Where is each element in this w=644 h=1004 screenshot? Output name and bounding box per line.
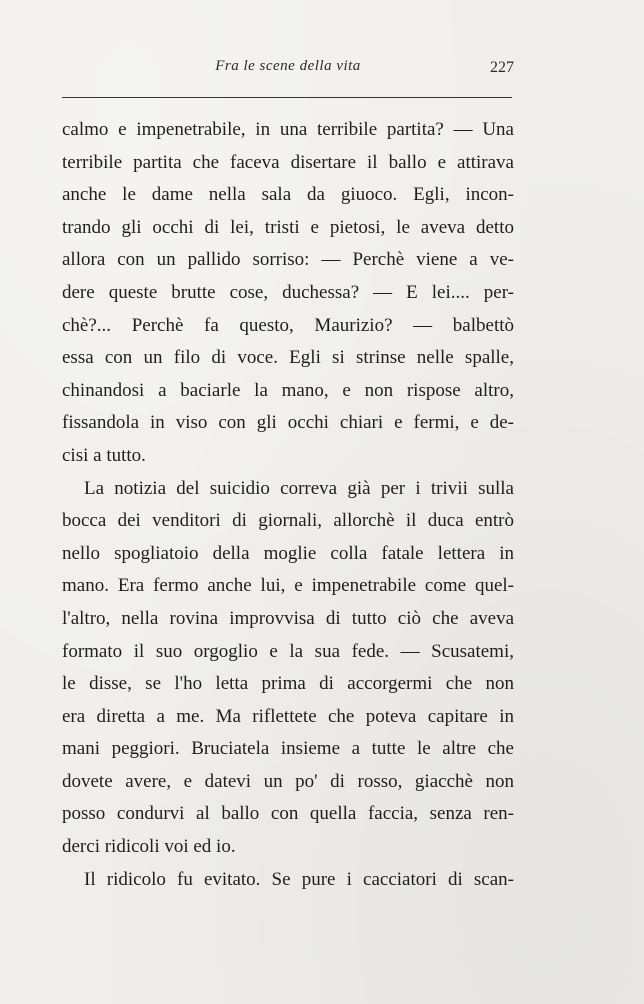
text-line: bocca dei venditori di giornali, allorchè il duca entrò xyxy=(62,510,514,532)
text-line: essa con un filo di voce. Egli si strinse nelle spalle, xyxy=(62,347,514,369)
text-line: calmo e impenetrabile, in una terribile partita? — Una xyxy=(62,119,514,140)
text-line: l'altro, nella rovina improvvisa di tutto ciò che aveva xyxy=(62,607,514,629)
running-title: Fra le scene della vita xyxy=(215,58,361,74)
text-line: mano. Era fermo anche lui, e impenetrabile come quel- xyxy=(62,575,514,597)
text-line: le disse, se l'ho letta prima di accorgermi che non xyxy=(62,673,514,695)
text-line: nello spogliatoio della moglie colla fatale lettera in xyxy=(62,542,514,564)
text-line: fissandola in viso con gli occhi chiari e fermi, e de- xyxy=(62,412,514,434)
text-line: posso condurvi al ballo con quella faccia, senza ren- xyxy=(62,803,514,825)
header-rule xyxy=(62,97,512,98)
text-line: chinandosi a baciarle la mano, e non rispose altro, xyxy=(62,379,514,401)
text-line: mani peggiori. Bruciatela insieme a tutte le altre che xyxy=(62,738,514,760)
text-line: allora con un pallido sorriso: — Perchè viene a ve- xyxy=(62,249,514,271)
text-line: terribile partita che faceva disertare il ballo e attirava xyxy=(62,151,514,173)
text-line: derci ridicoli voi ed io. xyxy=(62,836,236,858)
text-line: La notizia del suicidio correva già per i trivii sulla xyxy=(84,477,514,499)
text-line: anche le dame nella sala da giuoco. Egli, incon- xyxy=(62,184,514,206)
text-line: chè?... Perchè fa questo, Maurizio? — balbettò xyxy=(62,314,514,336)
text-line: era diretta a me. Ma riflettete che poteva capitare in xyxy=(62,705,514,727)
text-line: Il ridicolo fu evitato. Se pure i cacciatori di scan- xyxy=(84,868,514,890)
text-line: trando gli occhi di lei, tristi e pietosi, le aveva detto xyxy=(62,216,514,238)
body-text xyxy=(62,114,514,896)
paragraph-2 xyxy=(62,473,514,864)
text-line: dovete avere, e datevi un po' di rosso, giacchè non xyxy=(62,770,514,792)
text-line: cisi a tutto. xyxy=(62,444,146,466)
page-number: 227 xyxy=(490,59,514,76)
page-header xyxy=(62,58,514,84)
paragraph-1 xyxy=(62,114,514,473)
text-line: formato il suo orgoglio e la sua fede. — Scusatemi, xyxy=(62,640,514,662)
paragraph-3 xyxy=(62,864,514,897)
text-line: dere queste brutte cose, duchessa? — E lei.... per- xyxy=(62,281,514,303)
